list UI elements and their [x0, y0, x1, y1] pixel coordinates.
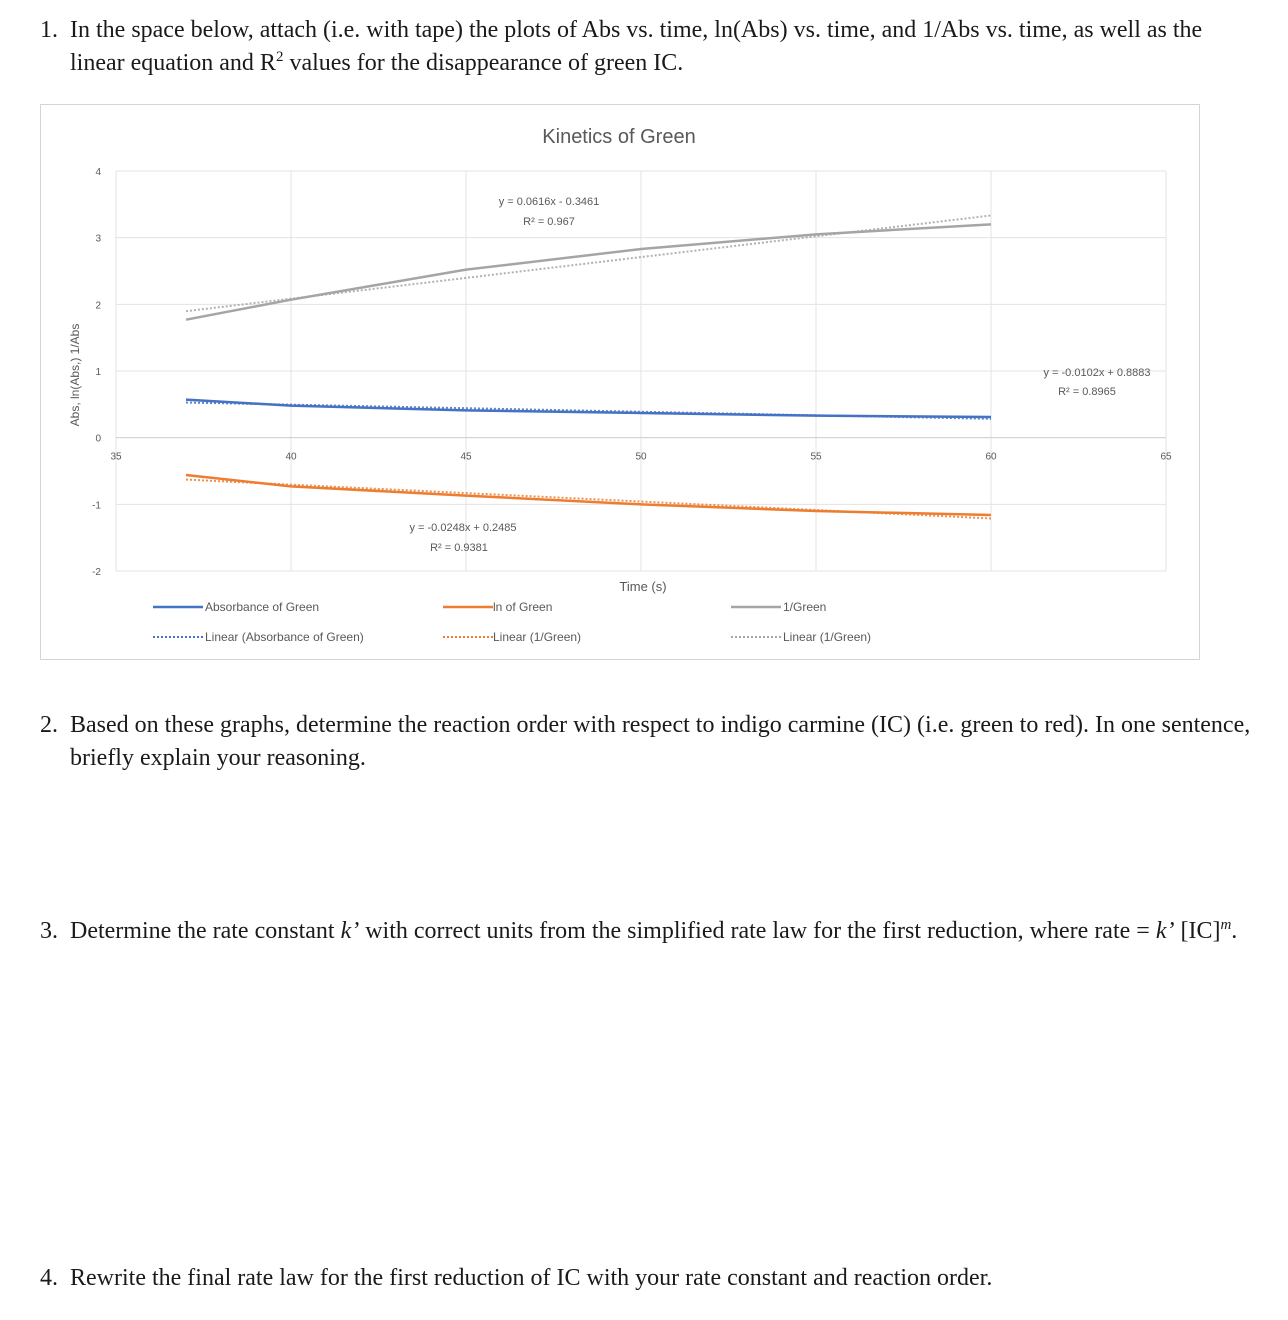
rate-constant-symbol: k’: [1155, 918, 1175, 944]
legend-label: Linear (Absorbance of Green): [205, 630, 364, 644]
series-line: [186, 400, 991, 417]
y-tick-label: -1: [92, 500, 101, 512]
legend-item-linear-inverse: [731, 630, 871, 644]
gridlines: [116, 171, 1166, 571]
chart-frame: [40, 104, 1200, 660]
y-tick-label: 1: [95, 367, 101, 378]
legend-item-inverse: [731, 600, 826, 614]
y-axis-label: Abs, ln(Abs,) 1/Abs: [68, 323, 82, 427]
question-4: [40, 1262, 1258, 1295]
y-tick-labels: [92, 167, 101, 578]
legend-item-ln: [443, 600, 552, 614]
legend-item-linear-ln: [443, 630, 581, 644]
trendline: [186, 215, 991, 311]
x-axis-label: Time (s): [619, 579, 667, 594]
kinetics-chart: [41, 105, 1199, 659]
trendline-equation-abs: y = -0.0102x + 0.8883: [1043, 367, 1151, 379]
legend-label: 1/Green: [783, 600, 827, 614]
legend-label: ln of Green: [493, 600, 553, 614]
question-text: In the space below, attach (i.e. with tape) the plots of Abs vs. time, ln(Abs) vs. time, and 1/Abs vs. time, as well as the linear equation and $R^2$ values for the disappearance of green IC.: [70, 17, 1203, 76]
series-lines: [186, 215, 991, 518]
trendline-r2-inverse: R² = 0.967: [523, 216, 575, 228]
question-2: [40, 709, 1258, 775]
series-line: [186, 224, 991, 319]
x-tick-label: 60: [985, 451, 997, 463]
order-exponent: m: [1220, 917, 1232, 933]
x-tick-label: 65: [1160, 451, 1172, 463]
question-text: Determine the rate constant k’ with correct units from the simplified rate law for the first reduction, where rate = k’ [IC]$^m$.: [70, 917, 1238, 944]
rate-constant-symbol: k’: [340, 918, 360, 944]
question-1: [40, 14, 1258, 80]
legend-label: Linear (1/Green): [493, 630, 582, 644]
y-tick-label: -2: [92, 567, 101, 578]
x-tick-label: 40: [285, 451, 297, 463]
x-tick-labels: [110, 452, 1172, 463]
legend: [153, 600, 871, 644]
y-tick-label: 2: [95, 300, 101, 312]
question-number: 2.: [40, 712, 58, 738]
question-3: [40, 915, 1258, 948]
trendline-equation-ln: y = -0.0248x + 0.2485: [409, 522, 517, 534]
x-tick-label: 35: [110, 451, 122, 463]
trendline-r2-ln: R² = 0.9381: [430, 542, 488, 554]
trendline: [186, 480, 991, 519]
question-number: 1.: [40, 17, 58, 43]
legend-item-linear-absorbance: [153, 630, 364, 644]
trendline-r2-abs: R² = 0.8965: [1058, 386, 1116, 398]
x-tick-label: 50: [635, 451, 647, 463]
question-number: 4.: [40, 1265, 58, 1291]
question-text: Based on these graphs, determine the reaction order with respect to indigo carmine (IC) (i.e. green to red). In one sentence, briefly explain your reasoning.: [70, 712, 1251, 771]
y-tick-label: 4: [95, 167, 101, 178]
x-tick-label: 55: [810, 451, 822, 463]
chart-title: Kinetics of Green: [542, 126, 696, 148]
trendline-equation-inverse: y = 0.0616x - 0.3461: [498, 196, 600, 208]
y-tick-label: 3: [95, 233, 101, 245]
legend-label: Linear (1/Green): [783, 630, 872, 644]
question-number: 3.: [40, 918, 58, 944]
legend-label: Absorbance of Green: [205, 600, 320, 614]
x-tick-label: 45: [460, 451, 472, 463]
y-tick-label: 0: [95, 433, 101, 445]
series-line: [186, 475, 991, 515]
legend-item-absorbance: [153, 600, 319, 614]
trendline: [186, 403, 991, 419]
question-text: Rewrite the final rate law for the first reduction of IC with your rate constant and reaction order.: [70, 1265, 993, 1291]
